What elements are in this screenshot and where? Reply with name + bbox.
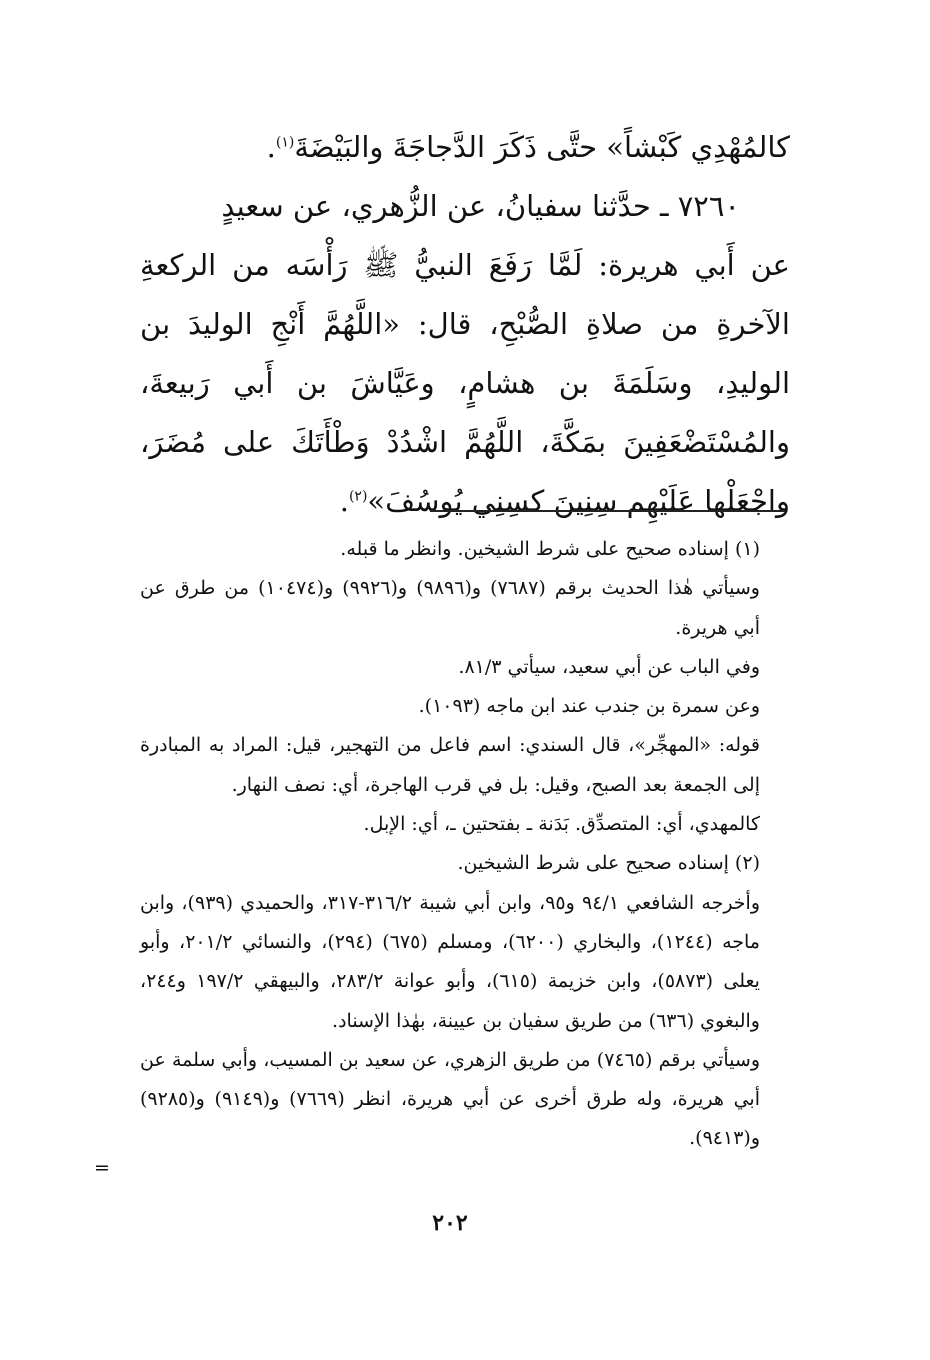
main-line-1 (140, 118, 790, 177)
footnote-divider (430, 510, 785, 512)
page-number: ٢٠٢ (432, 1210, 468, 1236)
footnote-paragraph: قوله: «المهجِّر»، قال السندي: اسم فاعل من التهجير، قيل: المراد به المبادرة إلى الجمعة بعد الصبح، وقيل: بل في قرب الهاجرة، أي: نصف النهار. (140, 734, 760, 796)
continuation-mark: = (94, 1157, 110, 1179)
hadith-header: ٧٢٦٠ ـ حدَّثنا سفيانُ، عن الزُّهري، عن سعيدٍ (221, 189, 740, 223)
footnote-paragraph: وفي الباب عن أبي سعيد، سيأتي ٨١/٣. (458, 655, 760, 678)
footnote-paragraph: وعن سمرة بن جندب عند ابن ماجه (١٠٩٣). (418, 695, 760, 718)
footnote-paragraph: (٢) إسناده صحيح على شرط الشيخين. (457, 852, 760, 875)
footnote-paragraph: وسيأتي هٰذا الحديث برقم (٧٦٨٧) و(٩٨٩٦) و(٩٩٢٦) و(١٠٤٧٤) من طرق عن أبي هريرة. (140, 577, 760, 639)
main-line-1-text: كالمُهْدِي كَبْشاً» حتَّى ذَكَرَ الدَّجاجَةَ والبَيْضَةَ (294, 130, 790, 164)
hadith-body (140, 236, 790, 531)
hadith-body-text: عن أَبي هريرة: لَمَّا رَفَعَ النبيُّ ﷺ رَأْسَه من الركعةِ الآخرةِ من صلاةِ الصُّبْحِ، قال: «اللَّهُمَّ أَنْجِ الوليدَ بن الوليدِ، وسَلَمَةَ بن هشامٍ، وعَيَّاشَ بن أَبي رَبيعةَ، والمُسْتَضْعَفِينَ بمَكَّةَ، اللَّهُمَّ اشْدُدْ وَطْأَتَكَ على مُضَرَ، واجْعَلْها عَلَيْهِم سِنِينَ كسِنِي يُوسُفَ» (140, 248, 790, 518)
footnote-paragraph: (١) إسناده صحيح على شرط الشيخين. وانظر ما قبله. (340, 538, 760, 560)
main-text (140, 118, 790, 531)
footnotes (140, 530, 790, 1159)
hadith-body-end: . (339, 484, 349, 518)
footnote-paragraph: كالمهدي، أي: المتصدِّق. بَدَنة ـ بفتحتين ـ، أي: الإبل. (363, 813, 760, 836)
footnote-ref-1[interactable]: (١) (275, 134, 295, 151)
footnote-paragraph: وأخرجه الشافعي ٩٤/١ و٩٥، وابن أبي شيبة ٣١٦/٢-٣١٧، والحميدي (٩٣٩)، وابن ماجه (١٢٤٤)، والبخاري (٦٢٠٠)، ومسلم (٦٧٥) (٢٩٤)، والنسائي ٢٠١/٢، وأبو يعلى (٥٨٧٣)، وابن خزيمة (٦١٥)، وأبو عوانة ٢٨٣/٢، والبيهقي ١٩٧/٢ و٢٤٤، والبغوي (٦٣٦) من طريق سفيان بن عيينة، بهٰذا الإسناد. (140, 891, 761, 1032)
main-line-1-end: . (266, 130, 276, 164)
footnote-ref-2[interactable]: (٢) (348, 488, 368, 505)
footnote-paragraph: وسيأتي برقم (٧٤٦٥) من طريق الزهري، عن سعيد بن المسيب، وأبي سلمة عن أبي هريرة، وله طرق أخرى عن أبي هريرة، انظر (٧٦٦٩) و(٩١٤٩) و(٩٢٨٥) و(٩٤١٣). (140, 1048, 761, 1150)
